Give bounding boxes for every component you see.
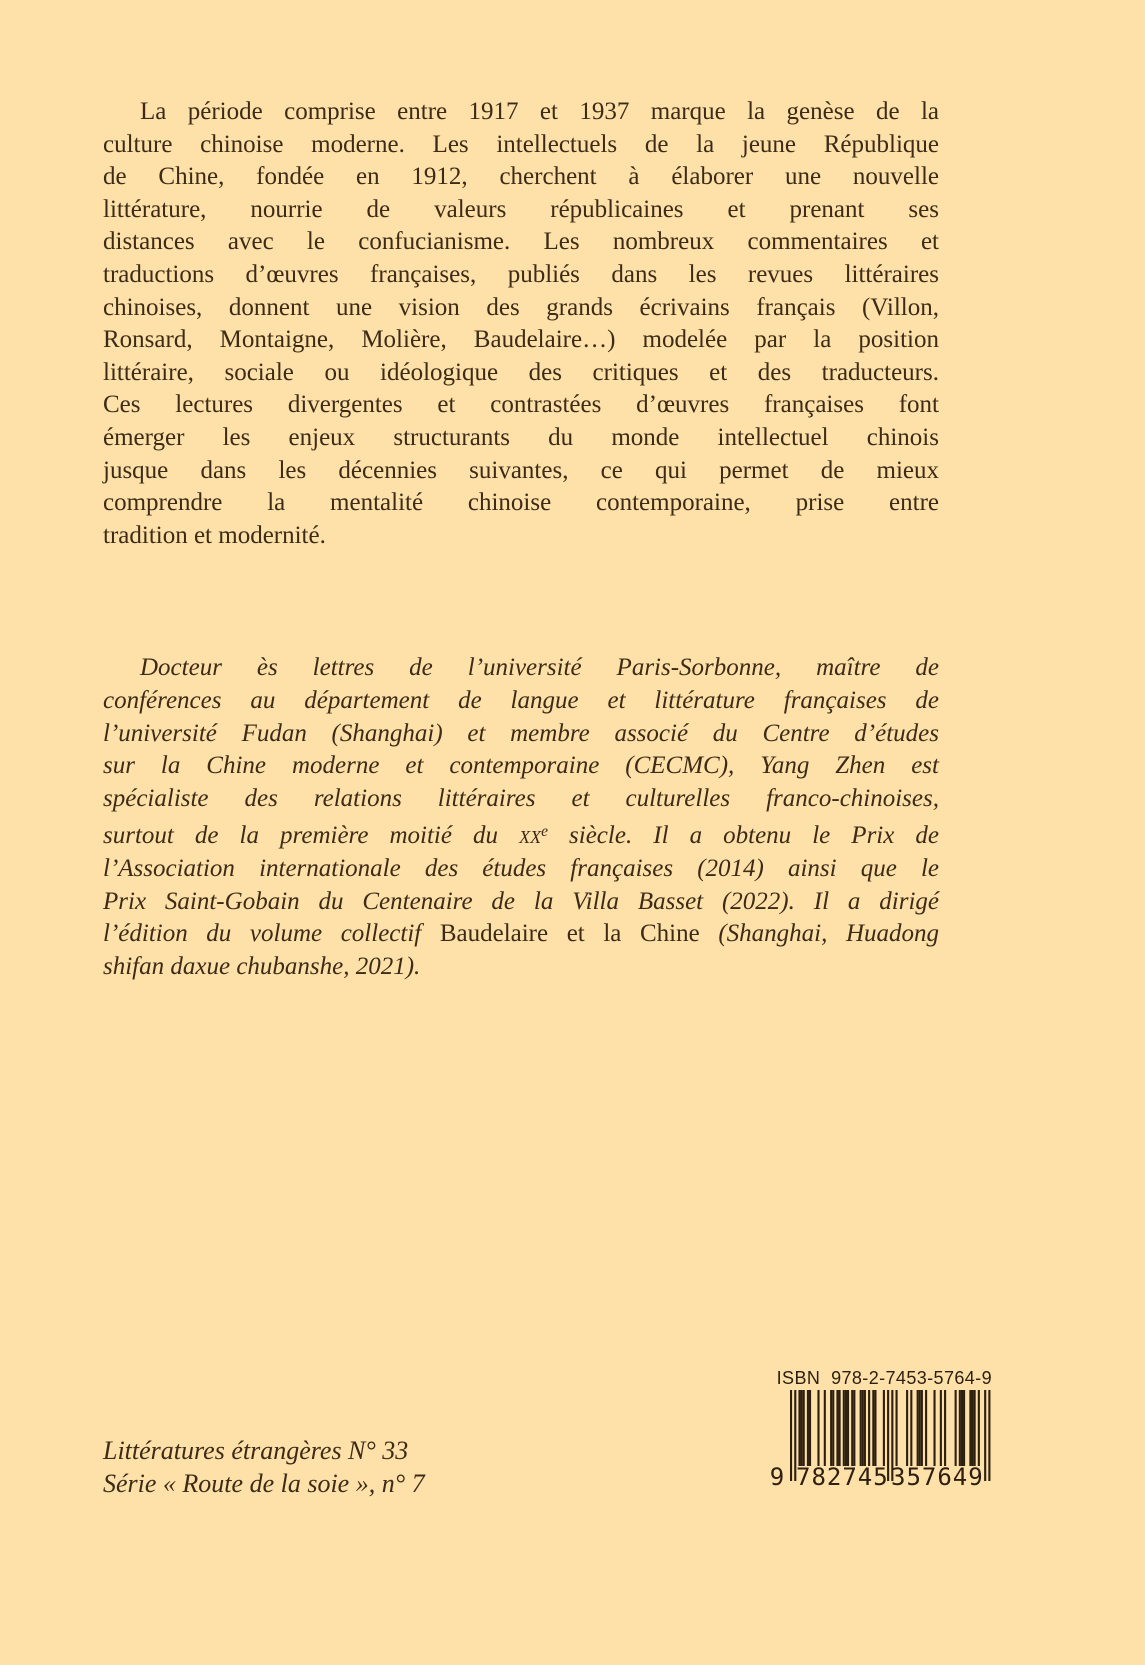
isbn-barcode bbox=[770, 1368, 992, 1496]
text-line: sur la Chine moderne et contemporaine (CECMC), Yang Zhen est bbox=[103, 752, 939, 780]
text-line: distances avec le confucianisme. Les nombreux commentaires et bbox=[103, 228, 939, 256]
ean-right-digits: 357649 bbox=[891, 1463, 984, 1491]
series-info bbox=[103, 1434, 425, 1500]
text-line: l’Association internationale des études françaises (2014) ainsi que le bbox=[103, 854, 939, 882]
text-line: jusque dans les décennies suivantes, ce qui permet de mieux bbox=[103, 456, 939, 484]
text-line: Ces lectures divergentes et contrastées d’œuvres françaises font bbox=[103, 391, 939, 419]
text-line: culture chinoise moderne. Les intellectuels de la jeune République bbox=[103, 130, 939, 158]
ean-first-digit: 9 bbox=[769, 1463, 785, 1491]
blurb-paragraph bbox=[103, 96, 939, 552]
ean-digits bbox=[770, 1462, 992, 1492]
text-line: émerger les enjeux structurants du monde intellectuel chinois bbox=[103, 423, 939, 451]
text-line: tradition et modernité. bbox=[103, 521, 326, 549]
text-line: Prix Saint-Gobain du Centenaire de la Villa Basset (2022). Il a dirigé bbox=[103, 887, 939, 915]
text-line: Ronsard, Montaigne, Molière, Baudelaire…) modelée par la position bbox=[103, 326, 939, 354]
text-line: shifan daxue chubanshe, 2021). bbox=[103, 953, 421, 981]
series-number: Série « Route de la soie », n° 7 bbox=[103, 1469, 425, 1498]
text-line: littérature, nourrie de valeurs républicaines et prenant ses bbox=[103, 195, 939, 223]
text-line: traductions d’œuvres françaises, publiés dans les revues littéraires bbox=[103, 260, 939, 288]
text-line: conférences au département de langue et littérature françaises de bbox=[103, 686, 939, 714]
isbn-label: ISBN 978-2-7453-5764-9 bbox=[776, 1368, 992, 1388]
text-line: de Chine, fondée en 1912, cherchent à élaborer une nouvelle bbox=[103, 163, 939, 191]
author-bio-paragraph bbox=[103, 652, 939, 984]
text-line: spécialiste des relations littéraires et culturelles franco-chinoises, bbox=[103, 785, 939, 813]
text-line: Docteur ès lettres de l’université Paris-Sorbonne, maître de bbox=[140, 654, 939, 681]
text-line: l’édition du volume collectif Baudelaire et la Chine (Shanghai, Huadong bbox=[103, 920, 939, 948]
collection-name: Littératures étrangères N° 33 bbox=[103, 1436, 409, 1465]
text-line: l’université Fudan (Shanghai) et membre associé du Centre d’études bbox=[103, 719, 939, 747]
text-line: surtout de la première moitié du $xx^e$ siècle. Il a obtenu le Prix de bbox=[103, 821, 939, 849]
text-line: comprendre la mentalité chinoise contemporaine, prise entre bbox=[103, 489, 939, 517]
ean-left-digits: 782745 bbox=[796, 1463, 889, 1491]
text-line: La période comprise entre 1917 et 1937 marque la genèse de la bbox=[140, 98, 939, 125]
text-line: littéraire, sociale ou idéologique des critiques et des traducteurs. bbox=[103, 358, 939, 386]
text-line: chinoises, donnent une vision des grands écrivains français (Villon, bbox=[103, 293, 939, 321]
